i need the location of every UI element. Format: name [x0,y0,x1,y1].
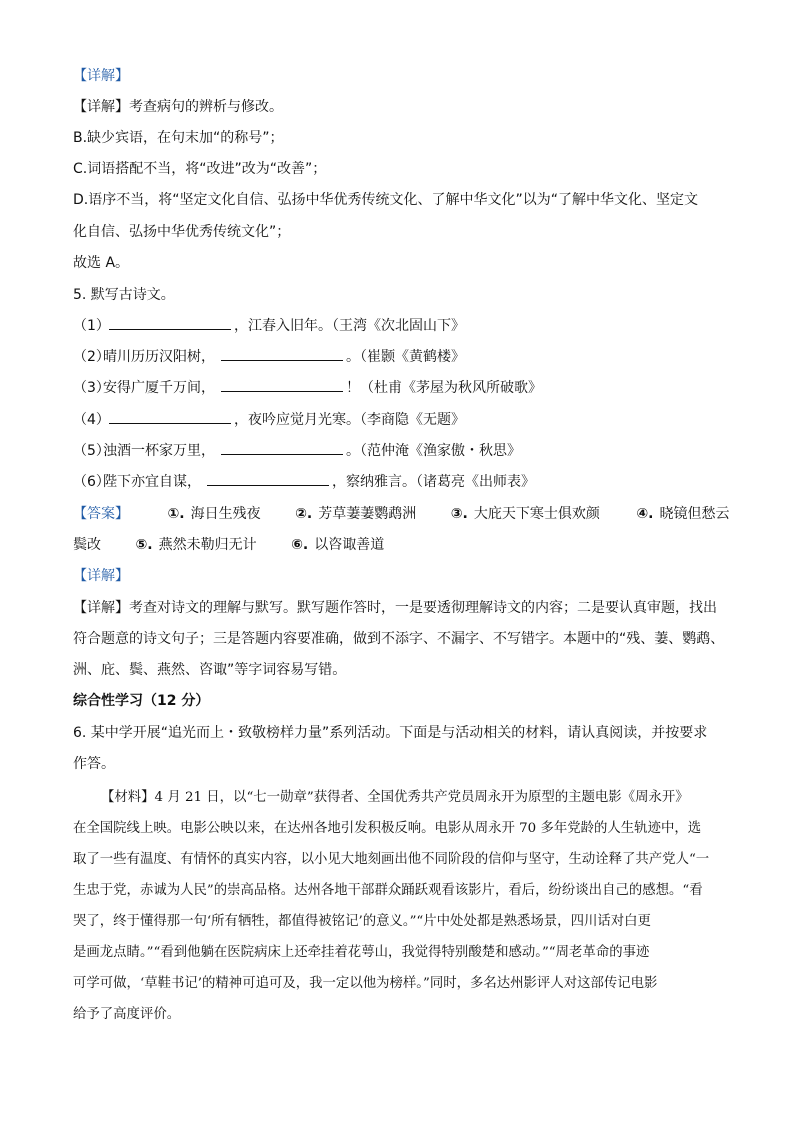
answer-tag: 【答案】 [73,506,129,522]
answer-item [135,535,256,555]
material-line: 在全国院线上映。电影公映以来，在达州各地引发积极反响。电影从周永开 70 多年党龄的人生轨迹中，选 [73,821,702,836]
answer-blank[interactable] [221,441,343,455]
material-line: 是画龙点睛。”“看到他躺在医院病床上还牵挂着花萼山，我觉得特别酸楚和感动。”“周老革命的事迹 [73,945,650,960]
circled-number: ④. [636,506,654,522]
item-pre: 陛下亦宜自谋， [103,474,201,490]
material-line: 生忠于党，赤诚为人民”的崇高品格。达州各地干部群众踊跃观看该影片，看后，纷纷谈出自己的感想。“看 [73,883,703,898]
answer-text: 燕然未勒归无计 [158,537,257,553]
detail-line: 【详解】考查病句的辨析与修改。 [73,99,283,115]
answer-blank[interactable] [207,472,329,486]
detail-tag: 【详解】 [73,568,129,584]
item-post: ，夜吟应觉月光寒。（李商隐《无题》 [234,412,465,428]
material-line: 哭了，终于懂得那一句‘所有牺牲，都值得被铭记’的意义。”“片中处处都是熟悉场景，四川话对白更 [73,914,651,929]
item-post: ，江春入旧年。（王湾《次北固山下》 [234,318,465,334]
fill-item-5 [73,441,521,461]
answer-item [73,535,101,555]
item-post: 。（范仲淹《渔家傲・秋思》 [346,443,521,459]
item-post: 。（崔颢《黄鹤楼》 [346,349,465,365]
item-post: ！（杜甫《茅屋为秋风所破歌》 [346,380,542,396]
section-heading: 综合性学习（12 分） [73,693,210,709]
material-line: 可学可做，‘草鞋书记’的精神可追可及，我一定以他为榜样。”同时，多名达州影评人对这部传记电影 [73,976,658,991]
answer-item [291,535,384,555]
answer-text: 大庇天下寒士俱欢颜 [473,506,600,522]
item-number: （2） [73,349,110,365]
answer-blank[interactable] [109,410,231,424]
material-line: 给予了高度评价。 [73,1007,181,1022]
item-number: （3） [73,380,110,396]
detail-line: 符合题意的诗文句子；三是答题内容要准确，做到不添字、不漏字、不写错字。本题中的“残、萋、鹦鹉、 [73,631,725,647]
question-5-title: 5. 默写古诗文。 [73,287,175,303]
question-6-line: 作答。 [73,756,115,772]
answer-text: 晓镜但愁云 [659,506,730,522]
detail-line: B.缺少宾语，在句末加“的称号”； [73,130,284,146]
detail-line: 洲、庇、鬓、燕然、咨诹”等字词容易写错。 [73,662,347,678]
circled-number: ⑥. [291,537,309,553]
answer-line-1 [73,504,730,524]
item-number: （6） [73,474,110,490]
circled-number: ⑤. [135,537,153,553]
detail-line: 故选 A。 [73,255,130,271]
answer-item [295,504,416,524]
item-number: （4） [73,412,110,428]
fill-item-4 [73,410,465,430]
answer-text: 芳草萋萋鹦鹉洲 [318,506,417,522]
circled-number: ①. [167,506,185,522]
answer-item [451,504,600,524]
item-post: ，察纳雅言。（诸葛亮《出师表》 [332,474,535,490]
item-number: （5） [73,443,110,459]
item-pre: 晴川历历汉阳树， [103,349,215,365]
detail-line: C.词语搭配不当，将“改进”改为“改善”； [73,161,327,177]
fill-item-3 [73,378,542,398]
answer-blank[interactable] [109,316,231,330]
question-6-line: 6. 某中学开展“追光而上・致敬榜样力量”系列活动。下面是与活动相关的材料，请认真阅读，并按要求 [73,725,708,741]
item-number: （1） [73,318,110,334]
fill-item-2 [73,347,465,367]
detail-line: 【详解】考查对诗文的理解与默写。默写题作答时，一是要透彻理解诗文的内容；二是要认真审题，找出 [73,600,717,616]
answer-item [636,504,729,524]
detail-tag: 【详解】 [73,68,129,84]
answer-text: 以咨诹善道 [314,537,385,553]
answer-text: 鬓改 [73,537,101,553]
material-line: 取了一些有温度、有情怀的真实内容，以小见大地刻画出他不同阶段的信仰与坚守，生动诠释了共产党人“一 [73,852,710,867]
answer-text: 海日生残夜 [190,506,261,522]
circled-number: ③. [450,506,468,522]
answer-line-2 [73,535,384,555]
fill-item-1 [73,316,465,336]
item-pre: 安得广厦千万间， [103,380,215,396]
answer-blank[interactable] [221,378,343,392]
circled-number: ②. [295,506,313,522]
detail-line: 化自信、弘扬中华优秀传统文化”； [73,224,291,240]
fill-item-6 [73,472,535,492]
detail-line: D.语序不当，将“坚定文化自信、弘扬中华优秀传统文化、了解中华文化”以为“了解中华文化、坚定文 [73,192,698,208]
material-line: 【材料】4 月 21 日，以“七一勋章”获得者、全国优秀共产党员周永开为原型的主题电影《周永开》 [101,790,689,805]
item-pre: 浊酒一杯家万里， [103,443,215,459]
answer-blank[interactable] [221,347,343,361]
material-block [73,782,723,1030]
answer-item [167,504,260,524]
